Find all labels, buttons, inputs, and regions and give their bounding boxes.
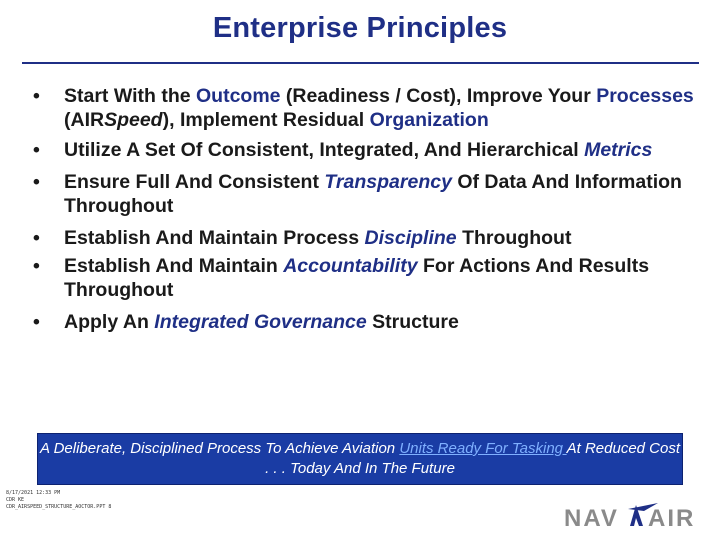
page-title: Enterprise Principles (212, 12, 508, 44)
bullet-icon: • (33, 227, 40, 249)
principle-text: Structure (366, 311, 459, 333)
principle-text: Establish And Maintain (64, 255, 284, 277)
footer-author: CDR KE (6, 497, 25, 503)
principle-emphasis: Speed (104, 109, 163, 131)
principle-text: Of Data And Information Throughout (64, 171, 682, 217)
principle-text: (AIR (64, 109, 105, 131)
principle-emphasis: Organization (369, 109, 489, 131)
principle-text: ), Implement Residual (162, 109, 370, 131)
footer-filename: CDR_AIRSPEED_STRUCTURE_AOCTOR.PPT 8 (6, 504, 112, 510)
bullet-icon: • (33, 255, 40, 277)
principles-list (32, 84, 700, 334)
footer-date: 8/17/2021 12:33 PM (6, 490, 61, 496)
principle-text: Establish And Maintain Process (64, 227, 365, 249)
summary-banner (37, 433, 683, 485)
principle-emphasis: Transparency (324, 171, 452, 193)
principle-emphasis: Accountability (283, 255, 418, 277)
bullet-icon: • (33, 139, 40, 161)
principle-text: Ensure Full And Consistent (64, 171, 325, 193)
principle-text: Apply An (64, 311, 155, 333)
banner-text-end: At Reduced Cost . . . Today And In The Future (265, 440, 681, 477)
principle-emphasis: Metrics (584, 139, 653, 161)
principle-text: For Actions And Results Throughout (64, 255, 650, 301)
principle-item (32, 226, 700, 250)
principle-item (32, 310, 700, 334)
principle-emphasis: Discipline (364, 227, 457, 249)
principle-emphasis: Integrated Governance (154, 311, 367, 333)
bullet-icon: • (33, 171, 40, 193)
navair-logo (558, 497, 710, 533)
logo-text-air: AIR (648, 505, 696, 532)
principle-text: Throughout (456, 227, 572, 249)
principle-emphasis: Outcome (196, 85, 281, 107)
principle-item (32, 254, 700, 302)
principle-item (32, 84, 700, 132)
principle-text: Start With the (64, 85, 196, 107)
banner-text-start: A Deliberate, Disciplined Process To Achieve Aviation (39, 440, 400, 457)
principle-emphasis: Processes (596, 85, 694, 107)
banner-link[interactable]: Units Ready For Tasking (399, 440, 567, 457)
bullet-icon: • (33, 85, 40, 107)
principle-item (32, 138, 700, 162)
bullet-icon: • (33, 311, 40, 333)
principle-text: Utilize A Set Of Consistent, Integrated, And Hierarchical (64, 139, 585, 161)
logo-text-nav: NAV (564, 505, 619, 532)
title-divider (22, 62, 699, 64)
principle-item (32, 170, 700, 218)
slide-footer (6, 490, 111, 511)
principle-text: (Readiness / Cost), Improve Your (280, 85, 597, 107)
